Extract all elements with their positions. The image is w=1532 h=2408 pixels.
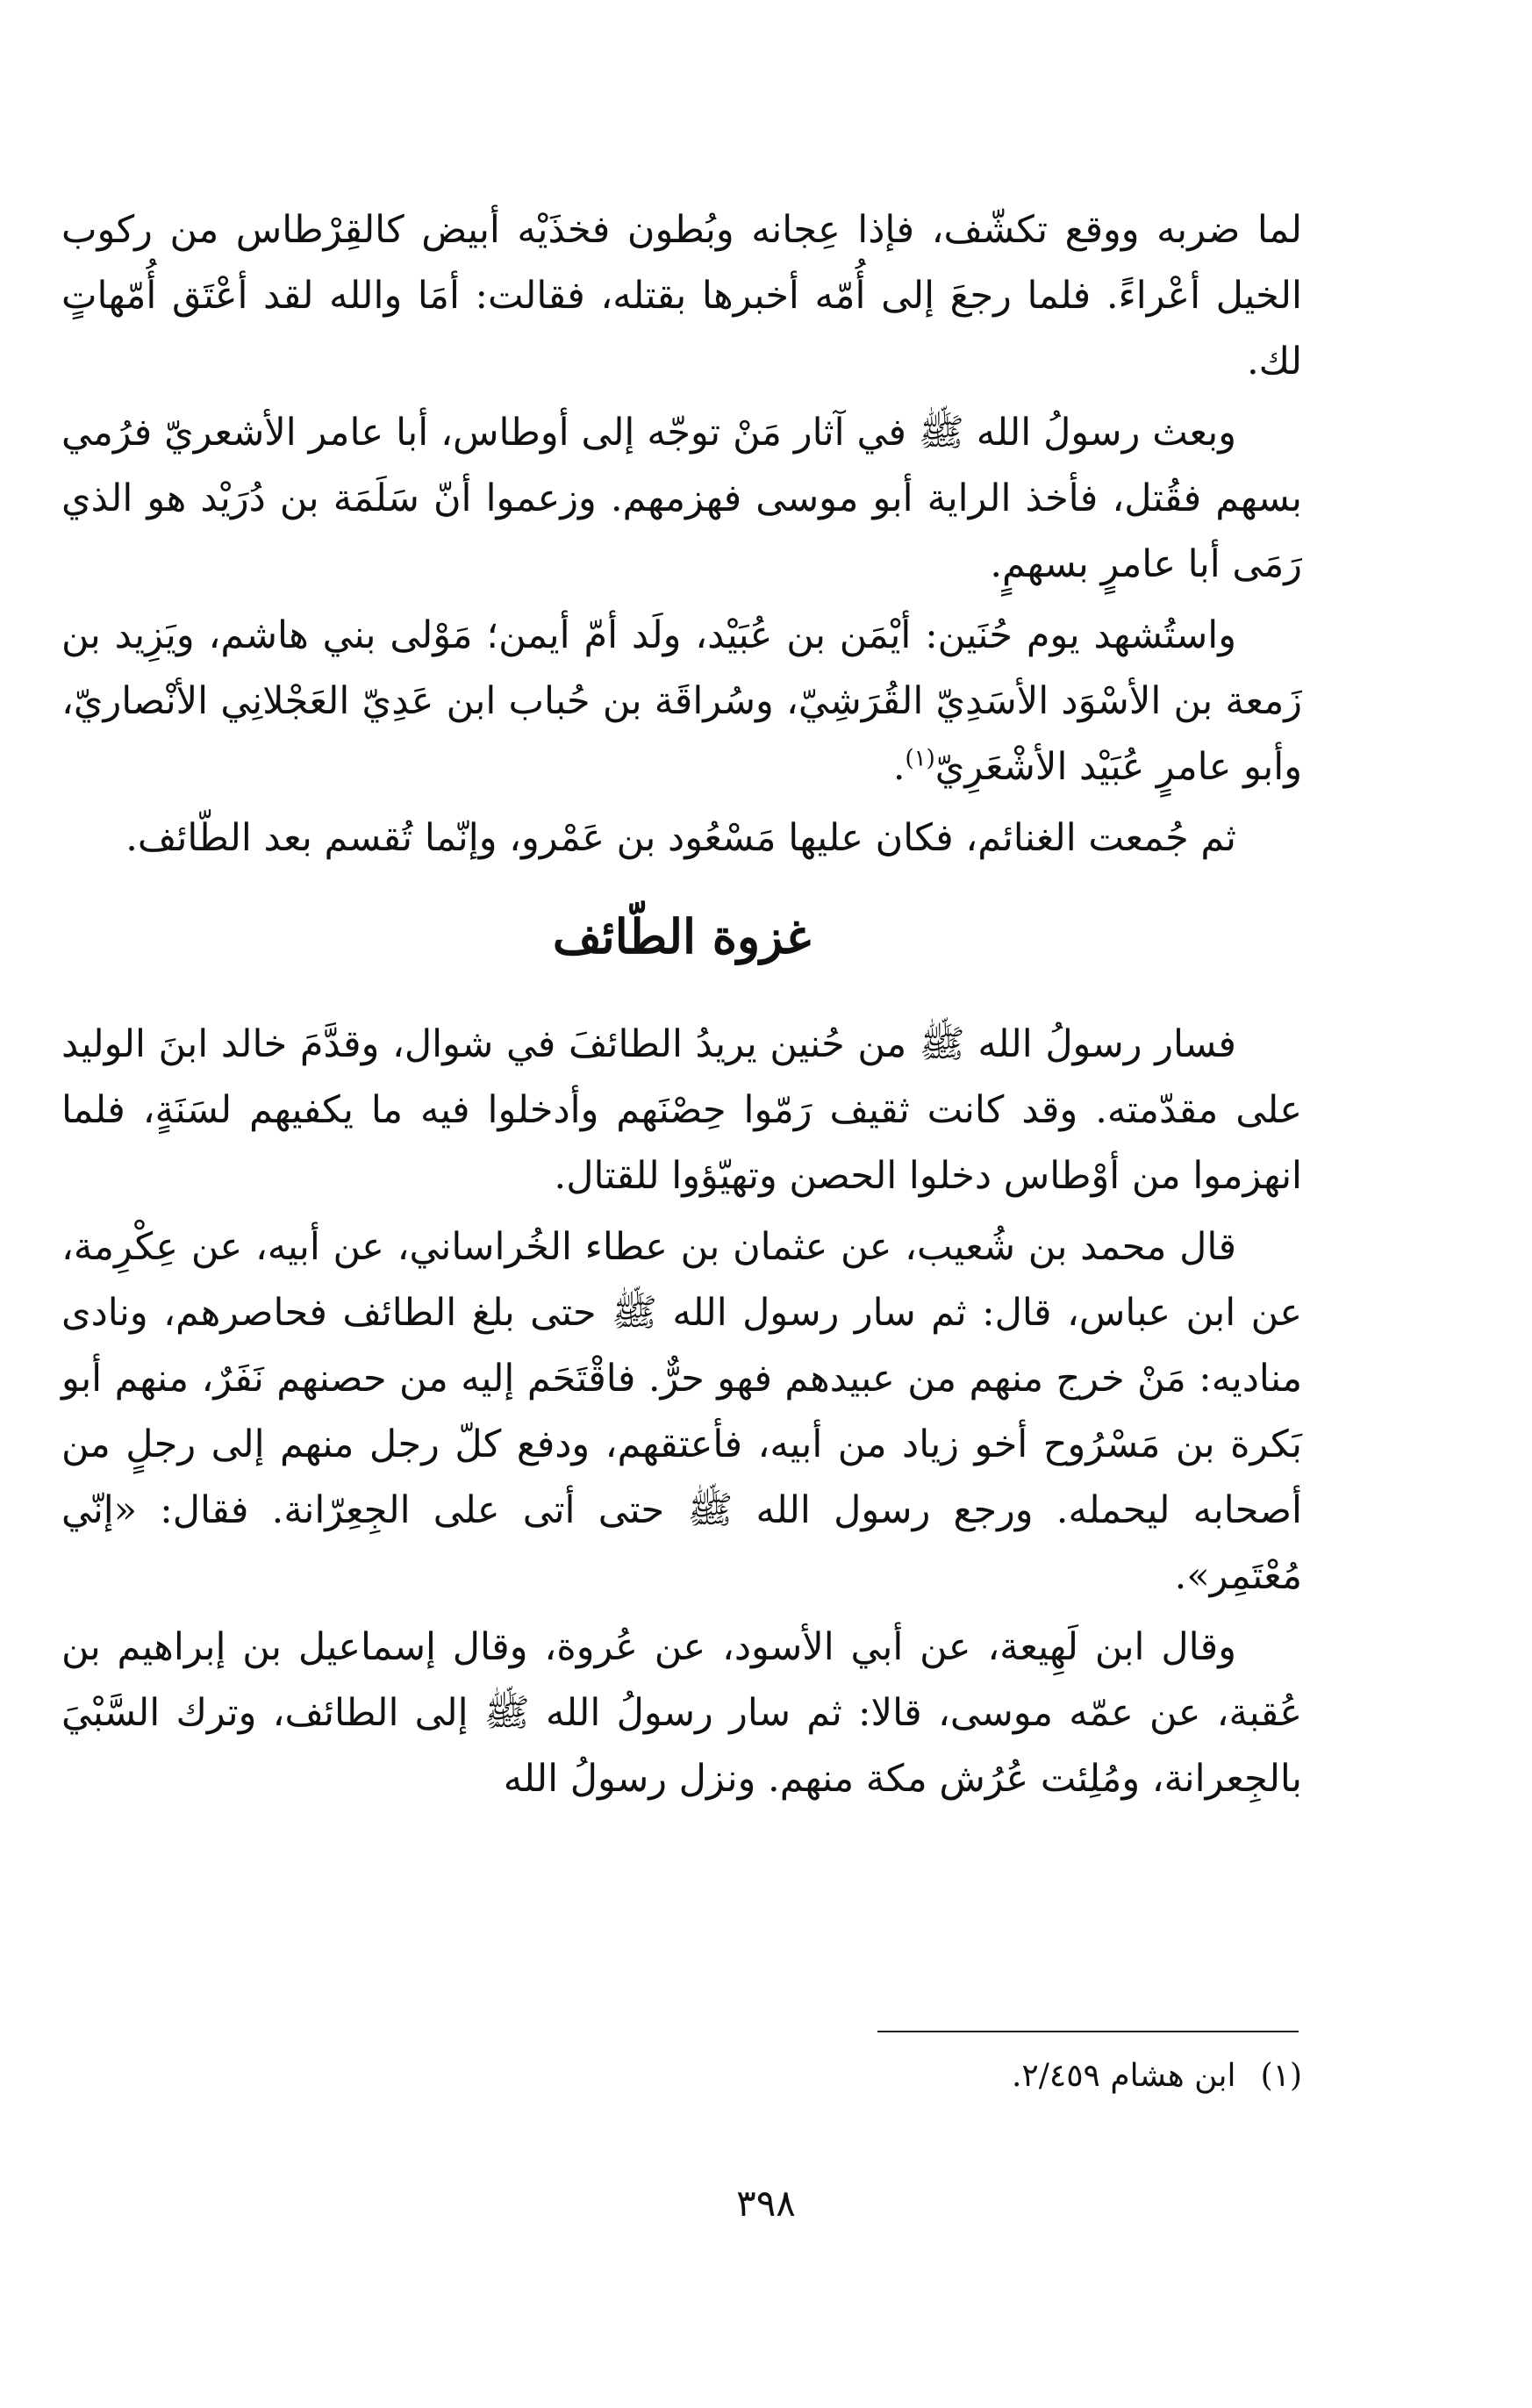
paragraph-6: قال محمد بن شُعيب، عن عثمان بن عطاء الخُراساني، عن أبيه، عن عِكْرِمة، عن ابن عباس، قال: ثم سار رسول الله ﷺ حتى بلغ الطائف فحاصرهم، ونادى مناديه: مَنْ خرج منهم من عبيدهم فهو حرٌّ. فاقْتَحَم إليه من حصنهم نَفَرٌ، منهم أبو بَكرة بن مَسْرُوح أخو زياد من أبيه، فأعتقهم، ودفع كلّ رجل منهم إلى رجلٍ من أصحابه ليحمله. ورجع رسول الله ﷺ حتى أتى على الجِعِرّانة. فقال: «إنّي مُعْتَمِر». [61,1225,1302,1598]
footnote-text: ابن هشام ٢/٤٥٩. [1011,2058,1236,2094]
paragraph-3-text: واستُشهد يوم حُنَين: أيْمَن بن عُبَيْد، ولَد أمّ أيمن؛ مَوْلى بني هاشم، ويَزِيد بن زَمعة بن الأسْوَد الأسَدِيّ القُرَشِيّ، وسُراقَة بن حُباب ابن عَدِيّ العَجْلانِي الأنْصاريّ، وأبو عامرٍ عُبَيْد الأشْعَرِيّ [61,613,1302,789]
footnote-ref: (١) [905,745,935,772]
paragraph-4: ثم جُمعت الغنائم، فكان عليها مَسْعُود بن عَمْرو، وإنّما تُقسم بعد الطّائف. [125,816,1236,860]
footnote-divider [877,2031,1299,2032]
paragraph-2: وبعث رسولُ الله ﷺ في آثار مَنْ توجّه إلى أوطاس، أبا عامر الأشعريّ فرُمي بسهم فقُتل، فأخذ الراية أبو موسى فهزمهم. وزعموا أنّ سَلَمَة بن دُرَيْد هو الذي رَمَى أبا عامرٍ بسهمٍ. [61,411,1302,586]
main-text-block [61,197,1302,1817]
paragraph-5: فسار رسولُ الله ﷺ من حُنين يريدُ الطائفَ في شوال، وقدَّمَ خالد ابنَ الوليد على مقدّمته. وقد كانت ثقيف رَمّوا حِصْنَهم وأدخلوا فيه ما يكفيهم لسَنَةٍ، فلما انهزموا من أوْطاس دخلوا الحصن وتهيّؤوا للقتال. [61,1022,1302,1198]
paragraph-7: وقال ابن لَهِيعة، عن أبي الأسود، عن عُروة، وقال إسماعيل بن إبراهيم بن عُقبة، عن عمّه موسى، قالا: ثم سار رسولُ الله ﷺ إلى الطائف، وترك السَّبْيَ بالجِعرانة، ومُلِئت عُرُش مكة منهم. ونزل رسولُ الله [61,1625,1302,1801]
footnote [512,2052,1302,2101]
page-number: ٣٩٨ [736,2182,796,2225]
paragraph-3-end: . [892,745,906,789]
section-heading: غزوة الطّائف [552,908,812,964]
paragraph-1: لما ضربه ووقع تكشّف، فإذا عِجانه وبُطون فخذَيْه أبيض كالقِرْطاس من ركوب الخيل أعْراءً. فلما رجعَ إلى أُمّه أخبرها بقتله، فقالت: أمَا والله لقد أعْتَق أُمّهاتٍ لك. [61,208,1302,383]
paragraph-3 [61,603,1302,800]
footnote-number: (١) [1260,2058,1302,2094]
